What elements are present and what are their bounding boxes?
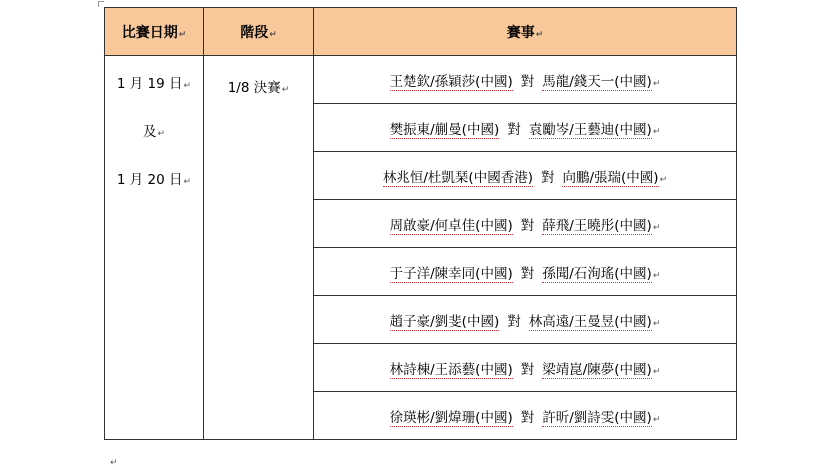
team-2: 許昕/劉詩雯(中國) — [542, 409, 652, 426]
date-1: 1 月 19 日 — [116, 76, 183, 92]
team-2: 薛飛/王曉彤(中國) — [542, 217, 652, 234]
team-1: 林詩棟/王添藝(中國) — [389, 361, 513, 378]
team-2: 袁勵岑/王藝迪(中國) — [528, 121, 652, 138]
match-cell[interactable]: 徐瑛彬/劉煒珊(中國) 對 許昕/劉詩雯(中國)↵ — [314, 392, 737, 440]
date-2: 1 月 20 日 — [116, 172, 183, 188]
match-cell[interactable]: 王楚欽/孫穎莎(中國) 對 馬龍/錢天一(中國)↵ — [314, 56, 737, 104]
team-1: 于子洋/陳幸同(中國) — [389, 265, 513, 282]
header-row — [105, 8, 737, 56]
paragraph-mark-icon: ↵ — [110, 458, 118, 468]
stage-label: 1/8 決賽 — [227, 80, 281, 96]
header-match[interactable]: 賽事↵ — [314, 8, 737, 56]
team-2: 林高遠/王曼昱(中國) — [528, 313, 652, 330]
team-2: 向鵬/張瑞(中國) — [562, 169, 659, 186]
team-1: 王楚欽/孫穎莎(中國) — [389, 73, 513, 90]
vs-label: 對 — [540, 169, 555, 186]
vs-label: 對 — [507, 313, 521, 330]
team-1: 周啟豪/何卓佳(中國) — [389, 217, 513, 234]
match-cell[interactable]: 周啟豪/何卓佳(中國) 對 薛飛/王曉彤(中國)↵ — [314, 200, 737, 248]
vs-label: 對 — [520, 73, 535, 90]
match-cell[interactable]: 樊振東/蒯曼(中國) 對 袁勵岑/王藝迪(中國)↵ — [314, 104, 737, 152]
vs-label: 對 — [507, 121, 521, 138]
vs-label: 對 — [520, 361, 535, 378]
vs-label: 對 — [520, 409, 535, 426]
team-2: 馬龍/錢天一(中國) — [542, 73, 652, 90]
match-cell[interactable]: 于子洋/陳幸同(中國) 對 孫聞/石洵瑤(中國)↵ — [314, 248, 737, 296]
team-1: 徐瑛彬/劉煒珊(中國) — [389, 409, 513, 426]
header-stage[interactable]: 階段↵ — [204, 8, 314, 56]
date-conjunction: 及 — [142, 124, 157, 140]
team-1: 樊振東/蒯曼(中國) — [389, 121, 500, 138]
match-cell[interactable]: 林詩棟/王添藝(中國) 對 梁靖崑/陳夢(中國)↵ — [314, 344, 737, 392]
team-2: 梁靖崑/陳夢(中國) — [542, 361, 652, 378]
date-cell[interactable]: 1 月 19 日↵ 及↵ 1 月 20 日↵ — [105, 56, 204, 440]
schedule-table — [104, 7, 737, 440]
team-1: 林兆恒/杜凱琹(中國香港) — [382, 169, 533, 186]
vs-label: 對 — [520, 265, 535, 282]
match-cell[interactable]: 林兆恒/杜凱琹(中國香港) 對 向鵬/張瑞(中國)↵ — [314, 152, 737, 200]
table-row — [105, 56, 737, 104]
team-1: 趙子豪/劉斐(中國) — [389, 313, 500, 330]
team-2: 孫聞/石洵瑤(中國) — [542, 265, 652, 282]
match-cell[interactable]: 趙子豪/劉斐(中國) 對 林高遠/王曼昱(中國)↵ — [314, 296, 737, 344]
stage-cell[interactable]: 1/8 決賽↵ — [204, 56, 314, 440]
vs-label: 對 — [520, 217, 535, 234]
header-date[interactable]: 比賽日期↵ — [105, 8, 204, 56]
